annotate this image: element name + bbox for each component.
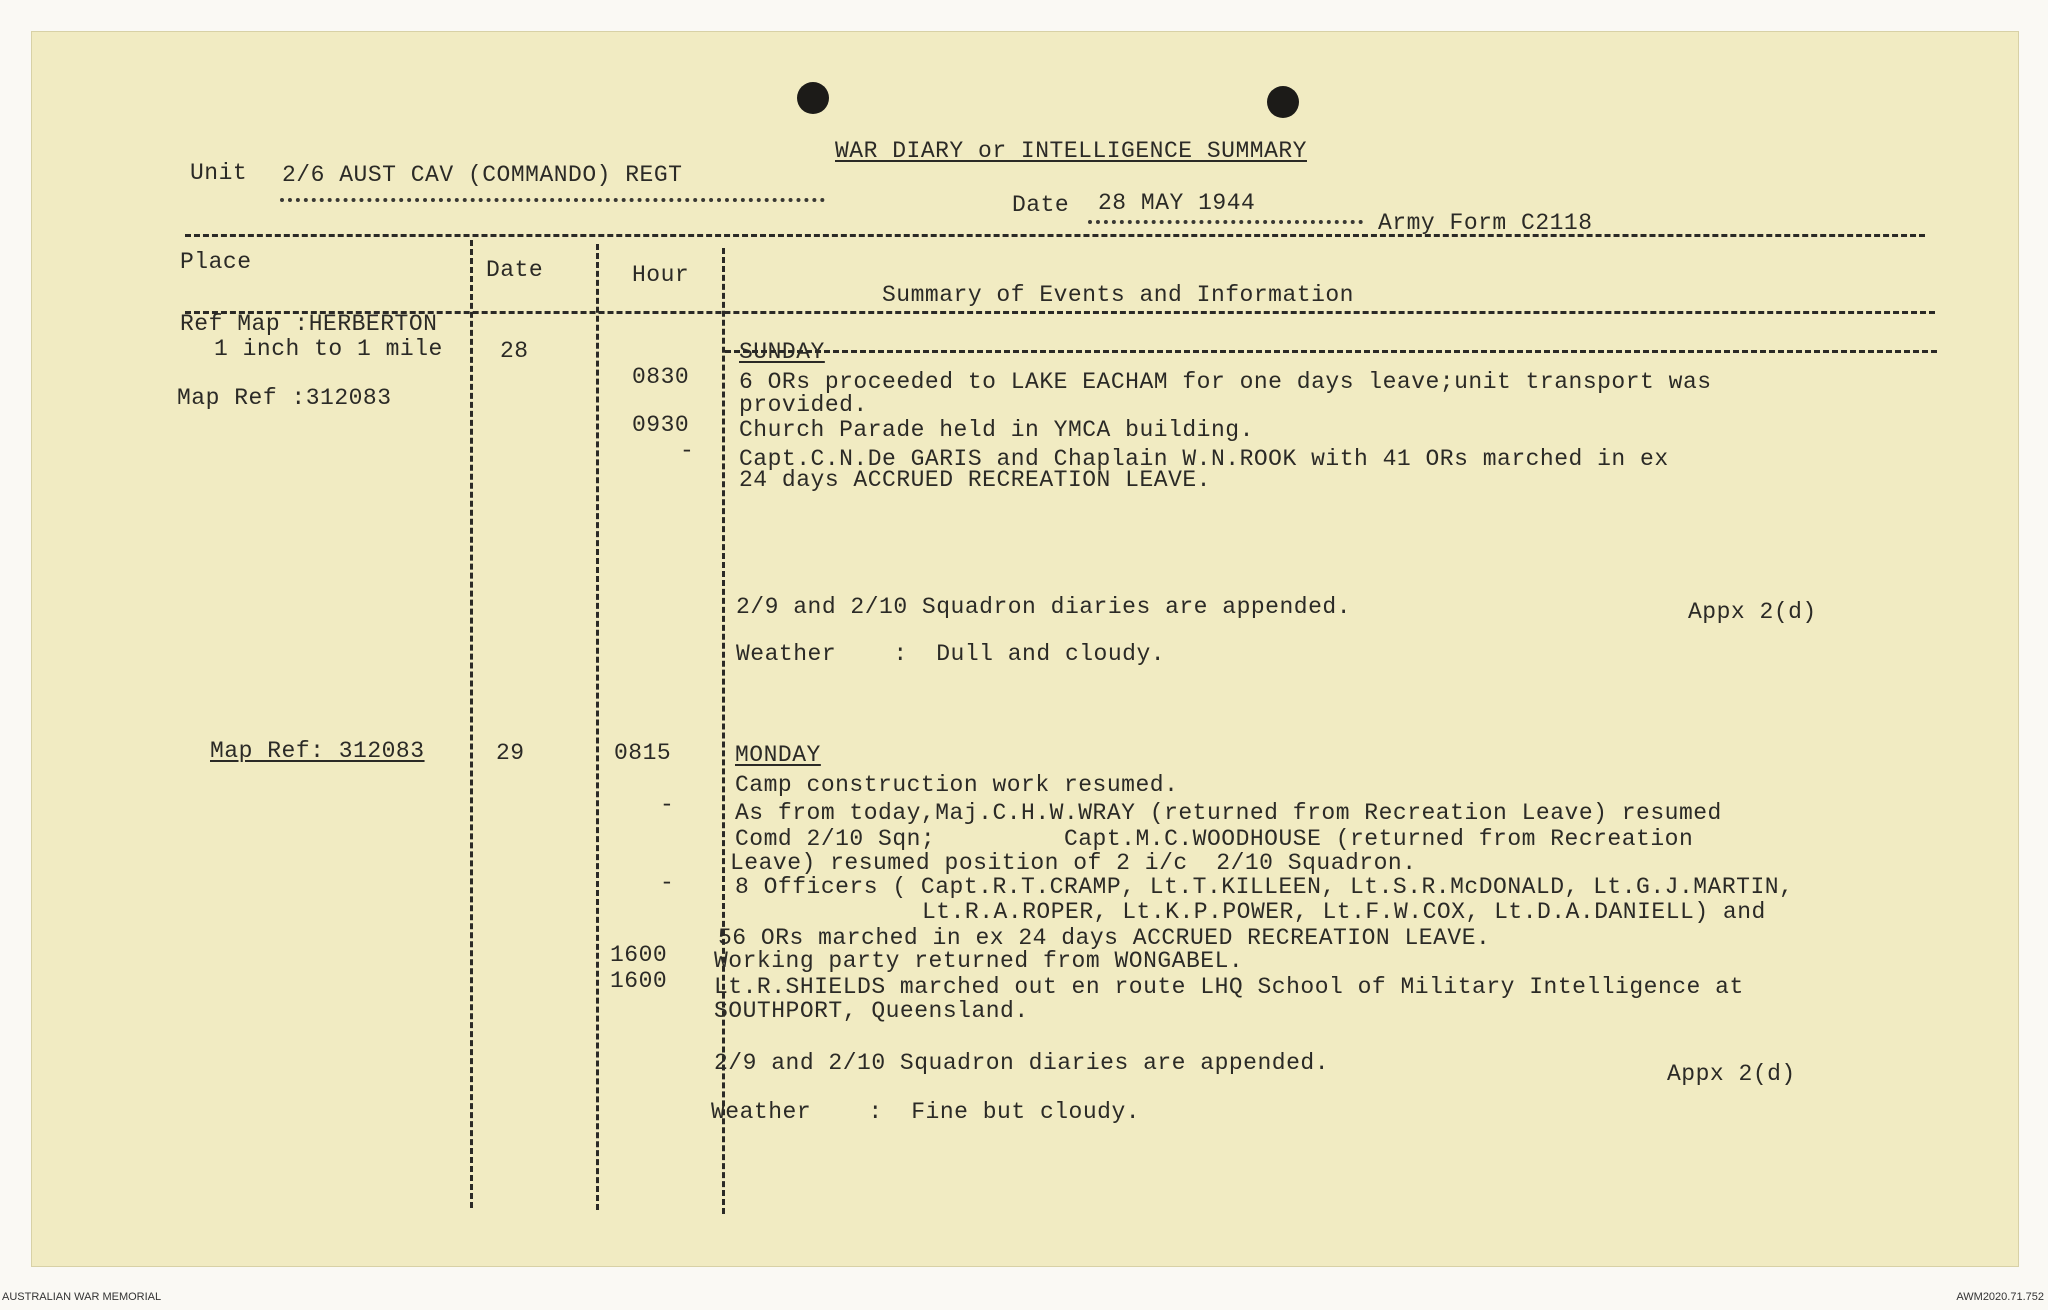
map-ref-place: Map Ref :312083 bbox=[177, 385, 392, 411]
appendix-ref: Appx 2(d) bbox=[1688, 599, 1817, 625]
date-hour-divider bbox=[596, 244, 599, 1210]
punch-hole-left bbox=[797, 82, 829, 114]
summary-header-rule bbox=[725, 350, 1937, 353]
date-dotted-line bbox=[1088, 220, 1363, 224]
summary-line: 8 Officers ( Capt.R.T.CRAMP, Lt.T.KILLEEN, Lt.S.R.McDONALD, Lt.G.J.MARTIN, bbox=[735, 874, 1794, 900]
summary-line: As from today,Maj.C.H.W.WRAY (returned from Recreation Leave) resumed bbox=[735, 800, 1722, 826]
column-place: Place bbox=[180, 249, 252, 275]
header-bottom-rule bbox=[185, 311, 1935, 314]
date-label: Date bbox=[1012, 192, 1070, 218]
hour-dash: - bbox=[660, 792, 675, 818]
ref-map-place: Ref Map :HERBERTON bbox=[180, 311, 438, 337]
summary-line: Comd 2/10 Sqn; Capt.M.C.WOODHOUSE (returned from Recreation bbox=[735, 826, 1694, 852]
summary-line: 6 ORs proceeded to LAKE EACHAM for one days leave;unit transport was bbox=[739, 369, 1712, 395]
summary-line: Church Parade held in YMCA building. bbox=[739, 417, 1254, 443]
archive-credit: AUSTRALIAN WAR MEMORIAL bbox=[2, 1291, 162, 1303]
squadron-diaries-note: 2/9 and 2/10 Squadron diaries are appended. bbox=[736, 594, 1351, 620]
map-scale-place: 1 inch to 1 mile bbox=[214, 336, 443, 362]
summary-line: 56 ORs marched in ex 24 days ACCRUED RECREATION LEAVE. bbox=[718, 925, 1491, 951]
summary-line: 24 days ACCRUED RECREATION LEAVE. bbox=[739, 467, 1211, 493]
hour-0830: 0830 bbox=[632, 364, 690, 390]
hour-dash: - bbox=[660, 870, 675, 896]
day-heading-sunday: SUNDAY bbox=[739, 339, 825, 365]
summary-line: Capt.C.N.De GARIS and Chaplain W.N.ROOK with 41 ORs marched in ex bbox=[739, 446, 1669, 472]
place-date-divider bbox=[470, 240, 473, 1208]
unit-value: 2/6 AUST CAV (COMMANDO) REGT bbox=[282, 162, 683, 188]
weather-line: Weather : Fine but cloudy. bbox=[711, 1099, 1141, 1125]
summary-line: Lt.R.A.ROPER, Lt.K.P.POWER, Lt.F.W.COX, Lt.D.A.DANIELL) and bbox=[922, 899, 1766, 925]
map-ref-place: Map Ref: 312083 bbox=[210, 738, 425, 764]
summary-line: provided. bbox=[739, 392, 868, 418]
summary-line: Leave) resumed position of 2 i/c 2/10 Squadron. bbox=[730, 850, 1417, 876]
hour-dash: - bbox=[680, 438, 695, 464]
army-form-label: Army Form C2118 bbox=[1378, 210, 1593, 236]
entry-date-28: 28 bbox=[500, 338, 529, 364]
archive-reference: AWM2020.71.752 bbox=[1956, 1291, 2044, 1303]
hour-0930: 0930 bbox=[632, 412, 690, 438]
hour-1600: 1600 bbox=[610, 968, 668, 994]
column-summary: Summary of Events and Information bbox=[882, 282, 1354, 308]
hour-0815: 0815 bbox=[614, 740, 672, 766]
summary-line: Lt.R.SHIELDS marched out en route LHQ School of Military Intelligence at bbox=[714, 974, 1744, 1000]
summary-line: SOUTHPORT, Queensland. bbox=[714, 998, 1029, 1024]
weather-line: Weather : Dull and cloudy. bbox=[736, 641, 1166, 667]
unit-label: Unit bbox=[190, 160, 248, 186]
summary-line: Working party returned from WONGABEL. bbox=[714, 948, 1244, 974]
day-heading-monday: MONDAY bbox=[735, 742, 821, 768]
unit-dotted-line bbox=[280, 198, 825, 202]
appendix-ref: Appx 2(d) bbox=[1667, 1061, 1796, 1087]
hour-1600: 1600 bbox=[610, 942, 668, 968]
date-value: 28 MAY 1944 bbox=[1098, 190, 1256, 216]
squadron-diaries-note: 2/9 and 2/10 Squadron diaries are appended. bbox=[714, 1050, 1329, 1076]
column-hour: Hour bbox=[632, 262, 690, 288]
punch-hole-right bbox=[1267, 86, 1299, 118]
summary-line: Camp construction work resumed. bbox=[735, 772, 1179, 798]
table-top-rule bbox=[185, 234, 1925, 237]
column-date: Date bbox=[486, 257, 544, 283]
entry-date-29: 29 bbox=[496, 740, 525, 766]
diary-title: WAR DIARY or INTELLIGENCE SUMMARY bbox=[835, 138, 1307, 164]
